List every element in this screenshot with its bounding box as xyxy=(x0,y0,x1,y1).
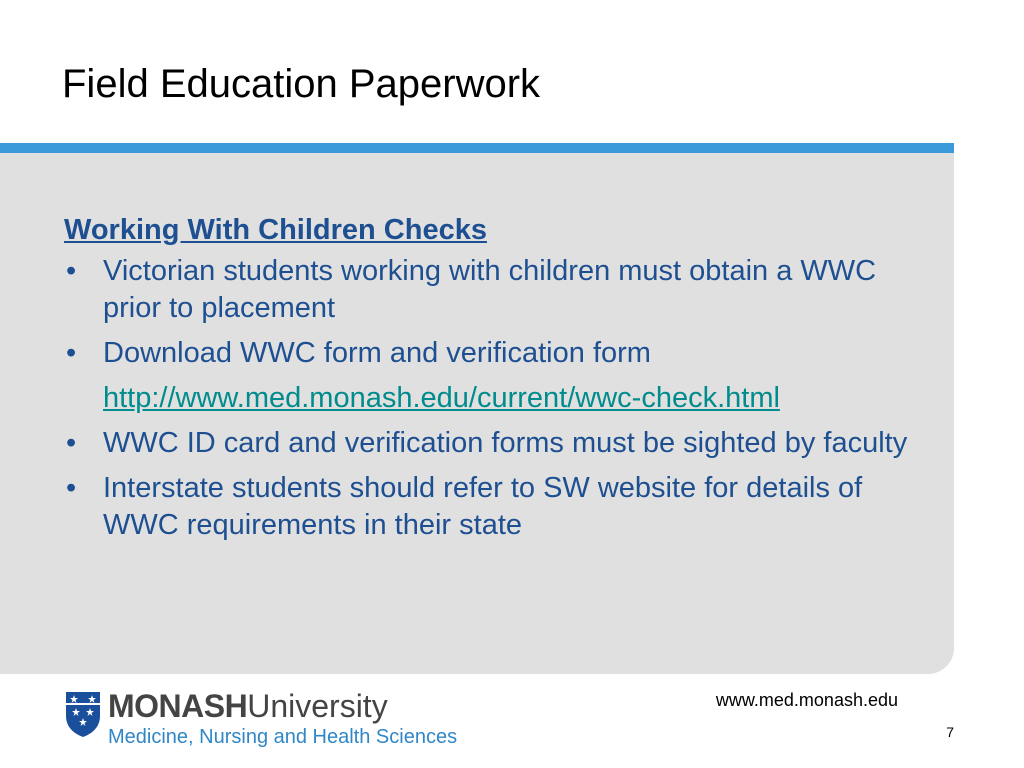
section-heading: Working With Children Checks xyxy=(64,214,487,246)
faculty-name: Medicine, Nursing and Health Sciences xyxy=(108,726,458,748)
bullet-item xyxy=(64,470,914,544)
bullet-text: Download WWC form and verification form xyxy=(103,337,651,369)
page-number: 7 xyxy=(946,724,954,740)
university-wordmark xyxy=(108,690,388,722)
bullet-text: Interstate students should refer to SW website for details of WWC requirements in their state xyxy=(103,472,863,541)
bullet-dot: • xyxy=(66,427,77,459)
bullet-dot: • xyxy=(66,337,77,369)
footer-website: www.med.monash.edu xyxy=(715,690,898,710)
bullet-text: WWC ID card and verification forms must be sighted by faculty xyxy=(103,427,908,459)
bullet-item xyxy=(64,335,914,372)
slide-content xyxy=(64,212,914,552)
bullet-item xyxy=(64,253,914,327)
bullet-item xyxy=(64,425,914,462)
accent-bar xyxy=(0,143,954,153)
bullet-dot: • xyxy=(66,255,77,287)
wordmark-university: University xyxy=(247,688,388,724)
bullet-text: Victorian students working with children must obtain a WWC prior to placement xyxy=(103,255,877,324)
monash-crest-icon xyxy=(64,690,102,738)
wwc-link[interactable]: http://www.med.monash.edu/current/wwc-check.html xyxy=(103,382,780,414)
wordmark-monash: MONASH xyxy=(108,688,248,724)
bullet-dot: • xyxy=(66,472,77,504)
slide-title: Field Education Paperwork xyxy=(62,62,541,106)
